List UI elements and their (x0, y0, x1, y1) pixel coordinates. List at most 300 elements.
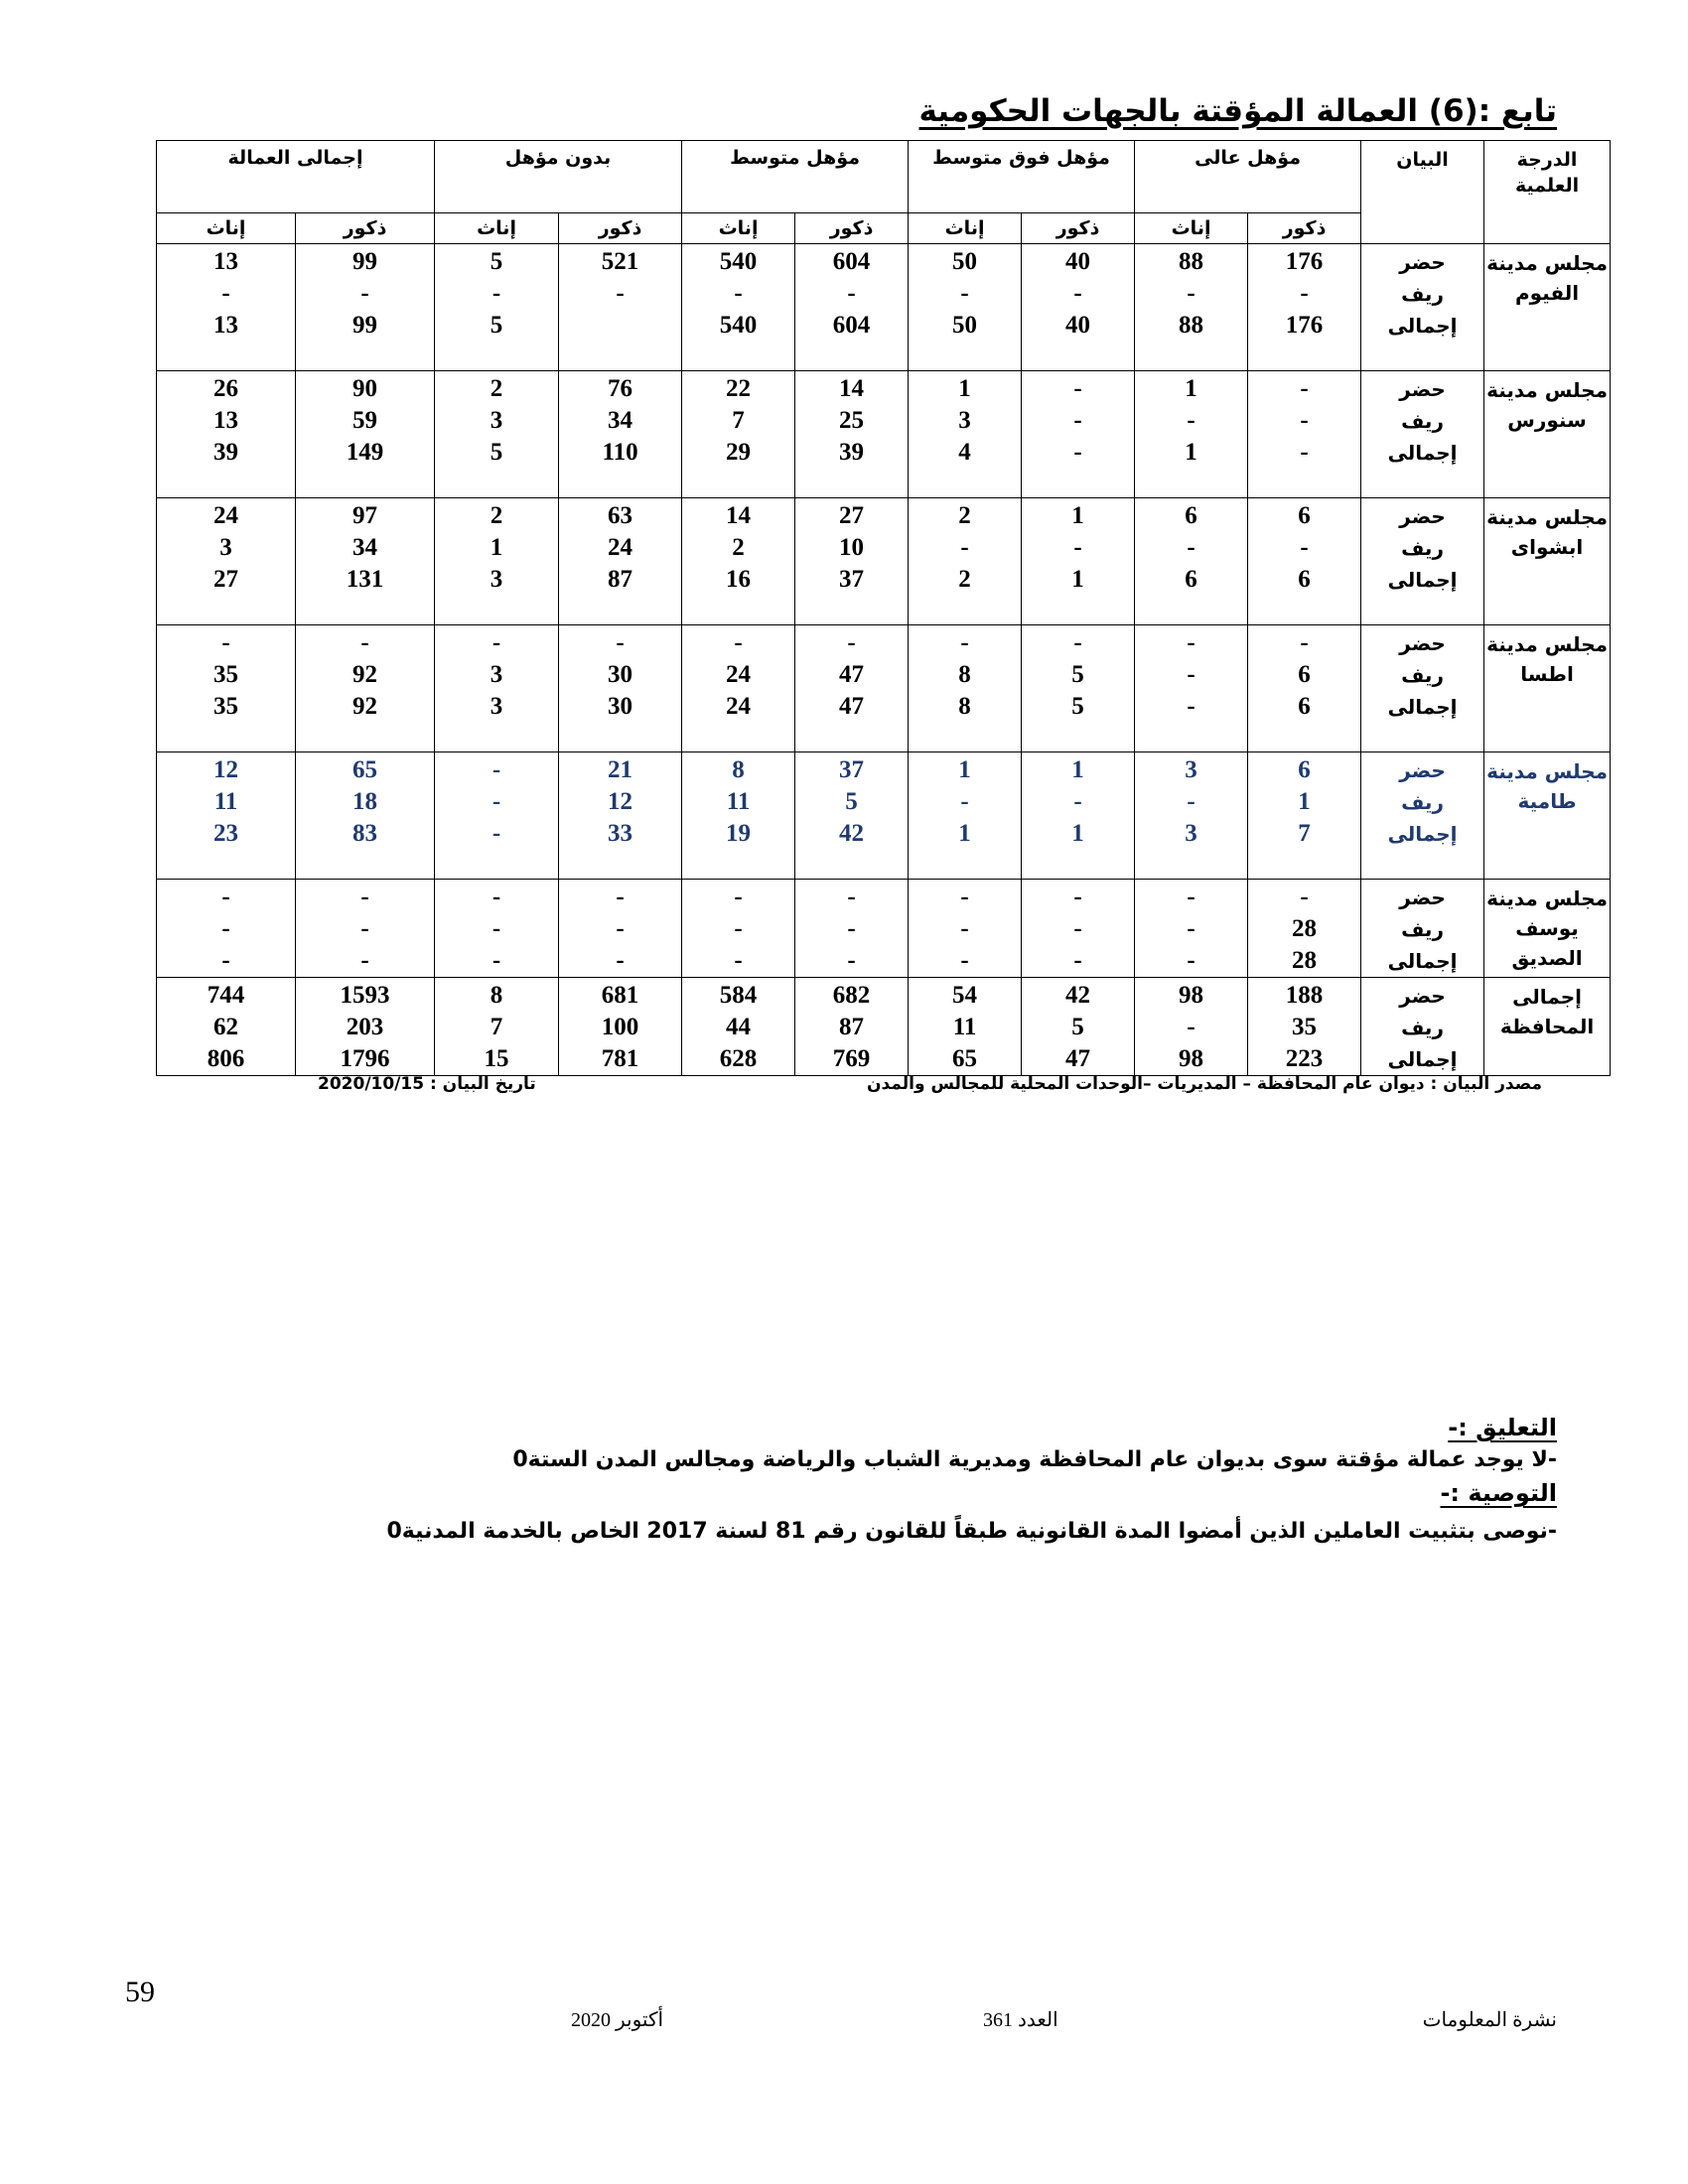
cell-value: 176 (1285, 248, 1324, 275)
row-label: إجمالى (1387, 441, 1458, 465)
council-name: إجمالى المحافظة (1484, 978, 1611, 1076)
cell-value: - (492, 756, 501, 783)
value-cell (559, 371, 682, 498)
row-labels (1361, 978, 1484, 1076)
council-name: مجلس مدينة سنورس (1484, 371, 1611, 498)
row-label: ريف (1401, 409, 1444, 433)
table-row (157, 880, 1611, 978)
value-cell (1135, 978, 1248, 1076)
value-cell (795, 625, 909, 752)
value-cell (682, 978, 795, 1076)
value-cell (435, 880, 559, 978)
cell-value: 29 (726, 439, 752, 466)
group-header: مؤهل عالى (1135, 141, 1361, 213)
cell-value: - (1073, 407, 1082, 434)
cell-value: 97 (352, 502, 378, 529)
value-cell (1248, 978, 1361, 1076)
cell-value: 781 (601, 1045, 639, 1072)
value-cell (682, 498, 795, 625)
cell-value: - (492, 280, 501, 307)
footer-bulletin: نشرة المعلومات (1422, 2009, 1557, 2031)
value-cell (682, 880, 795, 978)
cell-value: 21 (608, 756, 633, 783)
cell-value: 1 (1185, 439, 1197, 466)
female-header: إناث (909, 213, 1022, 244)
cell-value: 76 (608, 375, 633, 402)
cell-value: 98 (1179, 982, 1204, 1009)
cell-value: 7 (732, 407, 745, 434)
value-cell (1135, 752, 1248, 880)
cell-value: 35 (213, 693, 238, 720)
cell-value: 19 (726, 820, 752, 847)
value-cell (157, 371, 296, 498)
value-cell (682, 752, 795, 880)
value-cell (559, 498, 682, 625)
cell-value: 3 (490, 661, 503, 688)
cell-value: 5 (845, 788, 858, 815)
row-label: ريف (1401, 282, 1444, 306)
cell-value: - (847, 915, 856, 942)
row-label: ريف (1401, 536, 1444, 560)
female-header: إناث (157, 213, 296, 244)
value-cell (157, 752, 296, 880)
row-label: حضر (1399, 758, 1446, 782)
page-title: تابع :(6) العمالة المؤقتة بالجهات الحكومية (918, 93, 1557, 129)
cell-value: 2 (490, 375, 503, 402)
cell-value: - (616, 884, 625, 910)
cell-value: 12 (608, 788, 633, 815)
value-cell (559, 752, 682, 880)
cell-value: - (360, 629, 369, 656)
recommendation-heading: التوصية :- (1440, 1479, 1557, 1507)
cell-value: 34 (352, 534, 378, 561)
cell-value: - (360, 884, 369, 910)
cell-value: 50 (952, 248, 978, 275)
value-cell (1022, 498, 1135, 625)
data-source: مصدر البيان : ديوان عام المحافظة – المديريات –الوحدات المحلية للمجالس والمدن (867, 1074, 1542, 1094)
cell-value: - (221, 915, 230, 942)
value-cell (1248, 880, 1361, 978)
table-row (157, 625, 1611, 752)
cell-value: 24 (726, 693, 752, 720)
female-header: إناث (682, 213, 795, 244)
cell-value: 24 (608, 534, 633, 561)
table-row (157, 371, 1611, 498)
cell-value: - (1187, 915, 1196, 942)
cell-value: - (1073, 915, 1082, 942)
cell-value: 35 (1292, 1014, 1318, 1040)
cell-value: 100 (601, 1014, 639, 1040)
cell-value: 628 (719, 1045, 758, 1072)
council-name: مجلس مدينة طامية (1484, 752, 1611, 880)
value-cell (795, 371, 909, 498)
cell-value: - (734, 884, 743, 910)
cell-value: 24 (213, 502, 238, 529)
male-header: ذكور (559, 213, 682, 244)
cell-value: 92 (352, 661, 378, 688)
value-cell (1248, 371, 1361, 498)
row-label: إجمالى (1387, 695, 1458, 719)
value-cell (559, 978, 682, 1076)
female-header: إناث (1135, 213, 1248, 244)
row-label: إجمالى (1387, 314, 1458, 338)
cell-value: - (221, 947, 230, 974)
cell-value: - (734, 629, 743, 656)
value-cell (909, 978, 1022, 1076)
value-cell (1248, 498, 1361, 625)
cell-value: - (1187, 693, 1196, 720)
value-cell (909, 498, 1022, 625)
cell-value: - (1073, 884, 1082, 910)
cell-value: - (960, 280, 969, 307)
cell-value (559, 310, 681, 341)
cell-value: 47 (1065, 1045, 1091, 1072)
cell-value: 15 (484, 1045, 509, 1072)
cell-value: 1593 (340, 982, 390, 1009)
cell-value: - (360, 947, 369, 974)
row-labels (1361, 752, 1484, 880)
cell-value: 7 (490, 1014, 503, 1040)
cell-value: 30 (608, 661, 633, 688)
cell-value: 13 (213, 407, 238, 434)
council-name: مجلس مدينة الفيوم (1484, 244, 1611, 371)
cell-value: 8 (732, 756, 745, 783)
cell-value: 604 (832, 248, 871, 275)
cell-value: 42 (839, 820, 865, 847)
cell-value: 1 (1071, 502, 1084, 529)
value-cell (795, 498, 909, 625)
cell-value: 2 (958, 566, 971, 593)
cell-value: - (1187, 661, 1196, 688)
cell-value: 3 (219, 534, 232, 561)
cell-value: 6 (1298, 566, 1311, 593)
value-cell (909, 752, 1022, 880)
cell-value: 203 (346, 1014, 384, 1040)
group-header: إجمالى العمالة (157, 141, 435, 213)
footer-issue: العدد 361 (983, 2009, 1058, 2031)
table-row (157, 978, 1611, 1076)
cell-value: 26 (213, 375, 238, 402)
cell-value: 5 (490, 439, 503, 466)
cell-value: 10 (839, 534, 865, 561)
cell-value: 3 (490, 407, 503, 434)
row-label: إجمالى (1387, 822, 1458, 846)
cell-value: - (1300, 629, 1309, 656)
page-number: 59 (125, 1976, 155, 2008)
cell-value: 604 (832, 312, 871, 339)
cell-value: 92 (352, 693, 378, 720)
cell-value: - (1187, 788, 1196, 815)
value-cell (1022, 625, 1135, 752)
cell-value: 5 (1071, 1014, 1084, 1040)
cell-value: 5 (490, 248, 503, 275)
cell-value: 54 (952, 982, 978, 1009)
cell-value: 4 (958, 439, 971, 466)
table-row (157, 752, 1611, 880)
cell-value: - (1300, 375, 1309, 402)
value-cell (682, 244, 795, 371)
cell-value: 37 (839, 756, 865, 783)
row-label: ريف (1401, 917, 1444, 941)
value-cell (435, 625, 559, 752)
council-name: مجلس مدينة اطسا (1484, 625, 1611, 752)
cell-value: 1 (1298, 788, 1311, 815)
cell-value: - (1187, 1014, 1196, 1040)
cell-value: 2 (958, 502, 971, 529)
cell-value: 59 (352, 407, 378, 434)
cell-value: 33 (608, 820, 633, 847)
cell-value: 5 (490, 312, 503, 339)
cell-value: - (1300, 280, 1309, 307)
cell-value: - (960, 534, 969, 561)
cell-value: 30 (608, 693, 633, 720)
value-cell (909, 371, 1022, 498)
cell-value: 28 (1292, 915, 1318, 942)
cell-value: 769 (832, 1045, 871, 1072)
cell-value: - (492, 788, 501, 815)
cell-value: 39 (213, 439, 238, 466)
value-cell (795, 978, 909, 1076)
cell-value: 223 (1285, 1045, 1324, 1072)
row-label: إجمالى (1387, 568, 1458, 592)
comment-text: -لا يوجد عمالة مؤقتة سوى بديوان عام المحافظة ومديرية الشباب والرياضة ومجالس المدن الستة0 (512, 1447, 1557, 1472)
value-cell (296, 498, 435, 625)
cell-value: 3 (958, 407, 971, 434)
male-header: ذكور (795, 213, 909, 244)
male-header: ذكور (1022, 213, 1135, 244)
cell-value: - (847, 629, 856, 656)
cell-value: 87 (608, 566, 633, 593)
cell-value: - (734, 915, 743, 942)
cell-value: - (221, 280, 230, 307)
cell-value: - (1073, 534, 1082, 561)
cell-value: - (492, 947, 501, 974)
row-label: حضر (1399, 886, 1446, 909)
value-cell (157, 880, 296, 978)
cell-value: 6 (1298, 756, 1311, 783)
cell-value: 23 (213, 820, 238, 847)
cell-value: 24 (726, 661, 752, 688)
value-cell (157, 244, 296, 371)
recommendation-text: -نوصى بتثبيت العاملين الذين أمضوا المدة القانونية طبقاً للقانون رقم 81 لسنة 2017 الخاص بالخدمة المدنية0 (386, 1519, 1557, 1544)
cell-value: 1 (1071, 820, 1084, 847)
cell-value: 40 (1065, 312, 1091, 339)
cell-value: 131 (346, 566, 384, 593)
cell-value: 25 (839, 407, 865, 434)
cell-value: 18 (352, 788, 378, 815)
cell-value: 1 (1071, 566, 1084, 593)
cell-value: 35 (213, 661, 238, 688)
cell-value: - (960, 788, 969, 815)
row-label: حضر (1399, 377, 1446, 401)
cell-value: - (616, 915, 625, 942)
cell-value: 40 (1065, 248, 1091, 275)
cell-value: 8 (958, 693, 971, 720)
value-cell (559, 880, 682, 978)
cell-value: - (221, 884, 230, 910)
cell-value: 5 (1071, 661, 1084, 688)
cell-value: 50 (952, 312, 978, 339)
cell-value: 28 (1292, 947, 1318, 974)
cell-value: - (360, 915, 369, 942)
table-row (157, 244, 1611, 371)
row-label: إجمالى (1387, 949, 1458, 973)
value-cell (1248, 244, 1361, 371)
cell-value: - (1300, 439, 1309, 466)
cell-value: - (1073, 439, 1082, 466)
cell-value: - (847, 280, 856, 307)
cell-value: - (1187, 534, 1196, 561)
value-cell (296, 880, 435, 978)
comment-heading: التعليق :- (1448, 1414, 1557, 1441)
value-cell (682, 371, 795, 498)
value-cell (1135, 371, 1248, 498)
cell-value: 7 (1298, 820, 1311, 847)
cell-value: - (1073, 947, 1082, 974)
cell-value: 27 (839, 502, 865, 529)
value-cell (296, 244, 435, 371)
value-cell (795, 752, 909, 880)
cell-value: 1 (490, 534, 503, 561)
female-header: إناث (435, 213, 559, 244)
cell-value: 83 (352, 820, 378, 847)
value-cell (1022, 978, 1135, 1076)
council-name: مجلس مدينة ابشواى (1484, 498, 1611, 625)
cell-value: 540 (719, 312, 758, 339)
male-header: ذكور (296, 213, 435, 244)
value-cell (1248, 752, 1361, 880)
cell-value: 65 (352, 756, 378, 783)
cell-value: 1 (958, 375, 971, 402)
cell-value: - (1187, 884, 1196, 910)
temp-workers-table (156, 140, 1611, 1076)
cell-value: 2 (490, 502, 503, 529)
cell-value: 1 (958, 756, 971, 783)
value-cell (435, 752, 559, 880)
cell-value: 744 (207, 982, 245, 1009)
cell-value: - (1300, 407, 1309, 434)
value-cell (1022, 880, 1135, 978)
row-label: ريف (1401, 790, 1444, 814)
cell-value: 2 (732, 534, 745, 561)
row-labels (1361, 498, 1484, 625)
table-row (157, 498, 1611, 625)
row-labels (1361, 244, 1484, 371)
cell-value: 13 (213, 248, 238, 275)
cell-value: 99 (352, 248, 378, 275)
value-cell (157, 978, 296, 1076)
cell-value: 8 (490, 982, 503, 1009)
row-label: حضر (1399, 504, 1446, 528)
cell-value: 98 (1179, 1045, 1204, 1072)
value-cell (1135, 625, 1248, 752)
value-cell (296, 625, 435, 752)
cell-value: 42 (1065, 982, 1091, 1009)
row-label: حضر (1399, 631, 1446, 655)
cell-value: 682 (832, 982, 871, 1009)
cell-value: - (616, 280, 625, 307)
cell-value: - (960, 947, 969, 974)
cell-value: - (960, 915, 969, 942)
cell-value: 6 (1185, 566, 1197, 593)
degree-header: الدرجة العلمية (1484, 141, 1611, 244)
cell-value: 1796 (340, 1045, 390, 1072)
row-label: حضر (1399, 250, 1446, 274)
cell-value: - (1187, 407, 1196, 434)
cell-value: 63 (608, 502, 633, 529)
value-cell (682, 625, 795, 752)
cell-value: - (360, 280, 369, 307)
cell-value: 584 (719, 982, 758, 1009)
value-cell (795, 244, 909, 371)
cell-value: 12 (213, 756, 238, 783)
cell-value: - (960, 884, 969, 910)
row-label: حضر (1399, 984, 1446, 1008)
cell-value: 22 (726, 375, 752, 402)
cell-value: - (1300, 534, 1309, 561)
cell-value: 188 (1285, 982, 1324, 1009)
male-header: ذكور (1248, 213, 1361, 244)
row-labels (1361, 880, 1484, 978)
footer-date: أكتوبر 2020 (571, 2009, 664, 2031)
value-cell (559, 625, 682, 752)
group-header: مؤهل فوق متوسط (909, 141, 1135, 213)
cell-value: - (1073, 280, 1082, 307)
value-cell (1022, 752, 1135, 880)
cell-value: - (847, 884, 856, 910)
cell-value: - (616, 947, 625, 974)
cell-value: 1 (1185, 375, 1197, 402)
cell-value: 1 (1071, 756, 1084, 783)
value-cell (296, 752, 435, 880)
cell-value: 8 (958, 661, 971, 688)
cell-value: 62 (213, 1014, 238, 1040)
value-cell (1135, 498, 1248, 625)
value-cell (1022, 244, 1135, 371)
value-cell (909, 880, 1022, 978)
cell-value: 11 (213, 788, 238, 815)
cell-value: - (492, 629, 501, 656)
group-header: مؤهل متوسط (682, 141, 909, 213)
value-cell (909, 625, 1022, 752)
cell-value: - (492, 915, 501, 942)
council-name: مجلس مدينة يوسف الصديق (1484, 880, 1611, 978)
group-header: بدون مؤهل (435, 141, 682, 213)
cell-value: 540 (719, 248, 758, 275)
cell-value: 521 (601, 248, 639, 275)
cell-value: 37 (839, 566, 865, 593)
cell-value: 6 (1298, 661, 1311, 688)
cell-value: 88 (1179, 248, 1204, 275)
cell-value: 3 (490, 566, 503, 593)
cell-value: 806 (207, 1045, 245, 1072)
cell-value: 14 (726, 502, 752, 529)
cell-value: 90 (352, 375, 378, 402)
row-labels (1361, 371, 1484, 498)
cell-value: 3 (1185, 756, 1197, 783)
cell-value: 6 (1298, 693, 1311, 720)
cell-value: 39 (839, 439, 865, 466)
cell-value: - (1300, 884, 1309, 910)
cell-value: 681 (601, 982, 639, 1009)
value-cell (795, 880, 909, 978)
cell-value: - (1073, 629, 1082, 656)
cell-value: 11 (952, 1014, 977, 1040)
row-label: ريف (1401, 663, 1444, 687)
cell-value: - (492, 820, 501, 847)
cell-value: - (616, 629, 625, 656)
data-date: تاريخ البيان : 2020/10/15 (318, 1074, 536, 1094)
